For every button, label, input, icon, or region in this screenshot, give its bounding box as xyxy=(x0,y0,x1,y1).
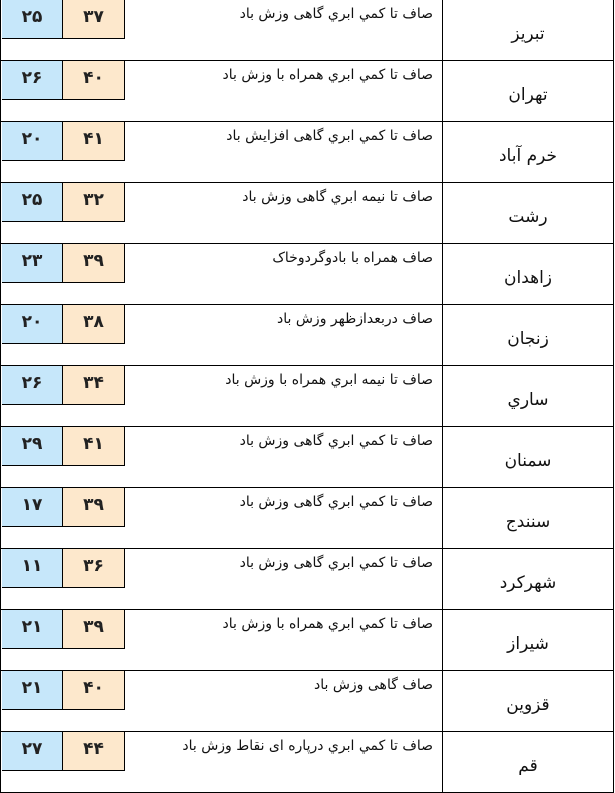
table-row xyxy=(0,0,614,61)
weather-description: صاف همراه با بادوگردوخاک xyxy=(272,250,433,266)
weather-description: صاف تا نيمه ابري گاهی وزش باد xyxy=(242,189,433,205)
table-row xyxy=(0,183,614,244)
max-temp: ۴۴ xyxy=(63,732,125,771)
weather-description: صاف دربعدازظهر وزش باد xyxy=(277,311,433,327)
weather-description: صاف تا كمي ابري همراه با وزش باد xyxy=(222,67,433,83)
city-name: قم xyxy=(518,756,538,776)
table-row xyxy=(0,610,614,671)
max-temp: ۳۲ xyxy=(63,183,125,222)
max-temp: ۴۰ xyxy=(63,61,125,100)
min-temp: ۲۶ xyxy=(2,61,63,100)
city-name: سنندج xyxy=(505,512,551,532)
city-name: شهركرد xyxy=(499,573,557,593)
min-temp: ۱۷ xyxy=(2,488,63,527)
min-temp: ۲۵ xyxy=(2,183,63,222)
max-temp: ۴۱ xyxy=(63,122,125,161)
weather-description: صاف تا كمي ابري گاهی وزش باد xyxy=(239,6,433,22)
city-name: قزوين xyxy=(506,695,550,715)
weather-description: صاف تا كمي ابري درپاره ای نقاط وزش باد xyxy=(182,738,433,754)
city-cell xyxy=(442,0,614,61)
table-row xyxy=(0,366,614,427)
forecast-cell xyxy=(0,0,443,61)
max-temp: ۳۹ xyxy=(63,488,125,527)
city-cell xyxy=(442,732,614,793)
city-cell xyxy=(442,427,614,488)
min-temp: ۲۷ xyxy=(2,732,63,771)
weather-description: صاف تا نيمه ابري همراه با وزش باد xyxy=(225,372,433,388)
max-temp: ۳۶ xyxy=(63,549,125,588)
city-cell xyxy=(442,671,614,732)
min-temp: ۲۱ xyxy=(2,671,63,710)
max-temp: ۳۴ xyxy=(63,366,125,405)
weather-description: صاف تا كمي ابري گاهی وزش باد xyxy=(239,494,433,510)
min-temp: ۲۱ xyxy=(2,610,63,649)
forecast-cell xyxy=(0,488,443,549)
city-cell xyxy=(442,305,614,366)
weather-description: صاف تا كمي ابري گاهی افزايش باد xyxy=(226,128,433,144)
min-temp: ۲۰ xyxy=(2,122,63,161)
table-row xyxy=(0,488,614,549)
forecast-cell xyxy=(0,122,443,183)
table-row xyxy=(0,427,614,488)
min-temp: ۲۶ xyxy=(2,366,63,405)
forecast-cell xyxy=(0,244,443,305)
forecast-cell xyxy=(0,671,443,732)
city-name: شيراز xyxy=(507,634,549,654)
max-temp: ۴۱ xyxy=(63,427,125,466)
forecast-cell xyxy=(0,183,443,244)
max-temp: ۴۰ xyxy=(63,671,125,710)
city-name: زنجان xyxy=(507,329,549,349)
table-row xyxy=(0,244,614,305)
forecast-cell xyxy=(0,305,443,366)
max-temp: ۳۷ xyxy=(63,0,125,39)
city-name: زاهدان xyxy=(503,268,553,288)
min-temp: ۱۱ xyxy=(2,549,63,588)
city-name: سمنان xyxy=(504,451,552,471)
city-name: تهران xyxy=(508,85,548,105)
city-cell xyxy=(442,488,614,549)
table-row xyxy=(0,122,614,183)
city-cell xyxy=(442,122,614,183)
max-temp: ۳۹ xyxy=(63,610,125,649)
max-temp: ۳۸ xyxy=(63,305,125,344)
weather-description: صاف تا كمي ابري گاهی وزش باد xyxy=(239,555,433,571)
min-temp: ۲۹ xyxy=(2,427,63,466)
table-row xyxy=(0,732,614,793)
city-cell xyxy=(442,610,614,671)
min-temp: ۲۳ xyxy=(2,244,63,283)
weather-description: صاف تا كمي ابري همراه با وزش باد xyxy=(222,616,433,632)
table-row xyxy=(0,61,614,122)
city-cell xyxy=(442,244,614,305)
table-row xyxy=(0,549,614,610)
city-name: رشت xyxy=(508,207,548,227)
max-temp: ۳۹ xyxy=(63,244,125,283)
forecast-cell xyxy=(0,732,443,793)
weather-description: صاف تا كمي ابري گاهی وزش باد xyxy=(239,433,433,449)
min-temp: ۲۵ xyxy=(2,0,63,39)
city-cell xyxy=(442,366,614,427)
forecast-cell xyxy=(0,610,443,671)
forecast-cell xyxy=(0,61,443,122)
min-temp: ۲۰ xyxy=(2,305,63,344)
city-cell xyxy=(442,61,614,122)
forecast-cell xyxy=(0,549,443,610)
table-row xyxy=(0,671,614,732)
city-name: ساري xyxy=(507,390,549,410)
weather-description: صاف گاهی وزش باد xyxy=(313,677,433,693)
city-cell xyxy=(442,183,614,244)
table-row xyxy=(0,305,614,366)
forecast-cell xyxy=(0,366,443,427)
forecast-cell xyxy=(0,427,443,488)
city-name: تبريز xyxy=(511,24,545,44)
city-cell xyxy=(442,549,614,610)
city-name: خرم آباد xyxy=(498,146,558,166)
